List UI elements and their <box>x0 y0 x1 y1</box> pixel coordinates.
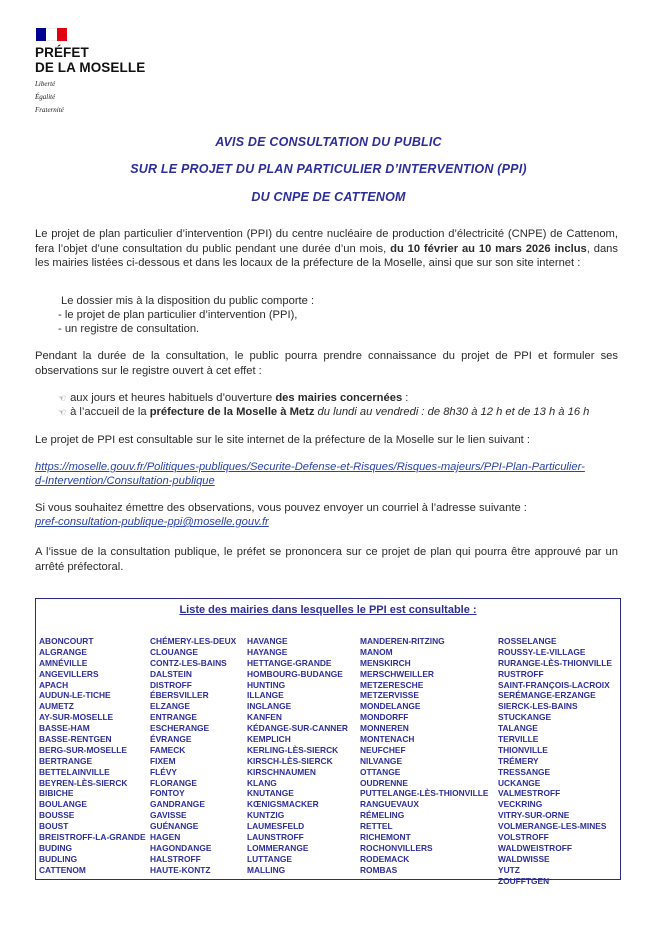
mairie-item: ELZANGE <box>150 701 191 712</box>
pointing-hand-icon: ☜ <box>58 407 67 417</box>
mairie-item: VECKRING <box>498 799 543 810</box>
mairie-item: KÉDANGE-SUR-CANNER <box>247 723 348 734</box>
title-line-2: SUR LE PROJET DU PLAN PARTICULIER D’INTERVENTION (PPI) <box>130 162 527 176</box>
consultation-link-continued[interactable]: d-Intervention/Consultation-publique <box>35 475 215 487</box>
dossier-item-registre: - un registre de consultation. <box>58 323 200 335</box>
bullet-mairies-bold: des mairies concernées <box>275 392 403 404</box>
mairie-item: AUMETZ <box>39 701 74 712</box>
mairie-item: INGLANGE <box>247 701 292 712</box>
intro-paragraph <box>35 227 618 271</box>
mairie-item: APACH <box>39 679 69 690</box>
mairie-item: RETTEL <box>360 821 393 832</box>
mairie-item: CLOUANGE <box>150 646 198 657</box>
intro-dates: du 10 février au 10 mars 2026 inclus <box>390 242 587 255</box>
mairie-item: WALDWEISTROFF <box>498 842 572 853</box>
mairie-item: MONDELANGE <box>360 701 421 712</box>
site-paragraph: Le projet de PPI est consultable sur le site internet de la préfecture de la Moselle sur le lien suivant : <box>35 434 531 446</box>
mairie-item: BERG-SUR-MOSELLE <box>39 744 127 755</box>
mairies-column-1 <box>39 636 146 876</box>
mairie-item: ROCHONVILLERS <box>360 842 433 853</box>
mairie-item: GAVISSE <box>150 810 187 821</box>
mairie-item: METZERESCHE <box>360 679 424 690</box>
observations-paragraph: Si vous souhaitez émettre des observations, vous pouvez envoyer un courriel à l’adresse suivante : <box>35 502 527 514</box>
mairie-item: DISTROFF <box>150 679 192 690</box>
dossier-item-ppi: - le projet de plan particulier d’intervention (PPI), <box>58 309 298 321</box>
pendant-paragraph: Pendant la durée de la consultation, le public pourra prendre connaissance du projet de PPI et formuler ses observations sur le registre ouvert à cet effet : <box>35 350 618 377</box>
mairie-item: OUDRENNE <box>360 777 408 788</box>
mairie-item: TALANGE <box>498 723 538 734</box>
intro-text-2: , dans les mairies listées ci-dessous et dans les locaux de la préfecture de la Moselle, ainsi que sur son site internet : <box>35 242 618 269</box>
mairie-item: VITRY-SUR-ORNE <box>498 810 570 821</box>
mairie-item: BASSE-HAM <box>39 723 90 734</box>
mairie-item: BUDING <box>39 842 73 853</box>
mairie-item: SERÉMANGE-ERZANGE <box>498 690 596 701</box>
mairie-item: HUNTING <box>247 679 286 690</box>
mairie-item: CONTZ-LES-BAINS <box>150 657 227 668</box>
dossier-heading: Le dossier mis à la disposition du public comporte : <box>61 295 315 307</box>
mairie-item: HAYANGE <box>247 646 288 657</box>
mairie-item: CHÉMERY-LES-DEUX <box>150 636 237 646</box>
mairie-item: MANOM <box>360 646 393 657</box>
mairie-item: CATTENOM <box>39 864 86 875</box>
mairie-item: FAMECK <box>150 744 186 755</box>
mairie-item: KLANG <box>247 777 277 788</box>
mairie-item: MALLING <box>247 864 286 875</box>
mairie-item: ÉBERSVILLER <box>150 690 209 701</box>
mairie-item: MONNEREN <box>360 723 409 734</box>
mairie-item: BREISTROFF-LA-GRANDE <box>39 832 146 843</box>
mairie-item: NEUFCHEF <box>360 744 406 755</box>
mairie-item: KŒNIGSMACKER <box>247 799 319 810</box>
mairie-item: LAUNSTROFF <box>247 832 304 843</box>
mairie-item: ROSSELANGE <box>498 636 557 646</box>
site-link-line-1[interactable] <box>35 460 618 475</box>
mairie-item: NILVANGE <box>360 755 403 766</box>
mairie-item: RODEMACK <box>360 853 410 864</box>
logo-prefet: PRÉFET <box>35 45 89 60</box>
mairie-item: PUTTELANGE-LÈS-THIONVILLE <box>360 788 489 799</box>
mairie-item: RANGUEVAUX <box>360 799 419 810</box>
mairie-item: TRÉMERY <box>498 755 539 766</box>
mairie-item: BIBICHE <box>39 788 74 799</box>
mairie-item: BOUST <box>39 821 69 832</box>
motto-fraternite: Fraternité <box>35 106 64 114</box>
mairie-item: HAGONDANGE <box>150 842 212 853</box>
mairie-item: OTTANGE <box>360 766 401 777</box>
mairies-column-4 <box>360 636 488 876</box>
mairie-item: MONDORFF <box>360 712 409 723</box>
mairie-item: BEYREN-LÈS-SIERCK <box>39 777 128 788</box>
mairies-column-5 <box>498 636 612 886</box>
mairie-item: UCKANGE <box>498 777 541 788</box>
mairie-item: ANGEVILLERS <box>39 668 99 679</box>
motto-liberte: Liberté <box>35 80 56 88</box>
mairie-item: FLORANGE <box>150 777 197 788</box>
prefecture-logo <box>35 28 165 114</box>
mairie-item: MONTENACH <box>360 734 415 745</box>
mairie-item: ENTRANGE <box>150 712 197 723</box>
mairie-item: RÉMELING <box>360 810 405 821</box>
mairie-item: FLÉVY <box>150 766 177 777</box>
french-flag-icon <box>36 28 67 41</box>
mairie-item: VALMESTROFF <box>498 788 561 799</box>
mairie-item: SIERCK-LES-BAINS <box>498 701 578 712</box>
mairie-item: MENSKIRCH <box>360 657 411 668</box>
mairie-item: HETTANGE-GRANDE <box>247 657 332 668</box>
mairie-item: RICHEMONT <box>360 832 411 843</box>
conclusion-paragraph: A l’issue de la consultation publique, le préfet se prononcera sur ce projet de plan qui pourra être approuvé par un arrêté préfectoral. <box>35 546 618 573</box>
bullet-prefecture <box>58 405 621 420</box>
mairie-item: HAGEN <box>150 832 181 843</box>
mairie-item: BUDLING <box>39 853 78 864</box>
mairie-item: SAINT-FRANÇOIS-LACROIX <box>498 679 610 690</box>
mairie-item: KANFEN <box>247 712 282 723</box>
mairie-item: KNUTANGE <box>247 788 294 799</box>
mairie-item: ROMBAS <box>360 864 398 875</box>
mairie-item: STUCKANGE <box>498 712 552 723</box>
mairies-list-box <box>35 598 621 886</box>
mairie-item: VOLSTROFF <box>498 832 549 843</box>
mairie-item: KIRSCHNAUMEN <box>247 766 316 777</box>
mairie-item: LAUMESFELD <box>247 821 305 832</box>
mairie-item: GANDRANGE <box>150 799 205 810</box>
mairie-item: TERVILLE <box>498 734 539 745</box>
mairie-item: BOULANGE <box>39 799 87 810</box>
mairie-item: FIXEM <box>150 755 176 766</box>
mairie-item: MERSCHWEILLER <box>360 668 434 679</box>
mairies-column-2 <box>150 636 236 876</box>
logo-moselle: DE LA MOSELLE <box>35 60 146 75</box>
pointing-hand-icon: ☜ <box>58 393 67 403</box>
mairie-item: METZERVISSE <box>360 690 419 701</box>
motto-egalite: Égalité <box>35 93 56 101</box>
title-line-1: AVIS DE CONSULTATION DU PUBLIC <box>215 135 442 149</box>
mairie-item: BASSE-RENTGEN <box>39 734 112 745</box>
mairie-item: VOLMERANGE-LES-MINES <box>498 821 607 832</box>
mairie-item: KEMPLICH <box>247 734 291 745</box>
intro-text-1: Le projet de plan particulier d’intervention (PPI) du centre nucléaire de production d’électricité (CNPE) de Cattenom, fera l’objet d’une consultation du public pendant une durée d’un mois, <box>35 228 618 255</box>
title-line-3: DU CNPE DE CATTENOM <box>251 190 406 204</box>
mairie-item: DALSTEIN <box>150 668 192 679</box>
mairie-item: KUNTZIG <box>247 810 285 821</box>
mairie-item: MANDEREN-RITZING <box>360 636 445 646</box>
mairie-item: AY-SUR-MOSELLE <box>39 712 114 723</box>
mairie-item: LOMMERANGE <box>247 842 309 853</box>
site-link-line-2[interactable] <box>35 474 618 489</box>
mairies-list-title: Liste des mairies dans lesquelles le PPI est consultable : <box>179 604 477 616</box>
mairie-item: ESCHERANGE <box>150 723 210 734</box>
observations-email-link[interactable]: pref-consultation-publique-ppi@moselle.gouv.fr <box>35 516 269 528</box>
mairie-item: WALDWISSE <box>498 853 550 864</box>
mairie-item: HOMBOURG-BUDANGE <box>247 668 343 679</box>
mairies-column-3 <box>247 636 348 876</box>
mairie-item: AMNÉVILLE <box>39 657 88 668</box>
mairie-item: RURANGE-LÈS-THIONVILLE <box>498 657 612 668</box>
mairie-item: HAVANGE <box>247 636 288 646</box>
mairie-item: BOUSSE <box>39 810 75 821</box>
mairie-item: ÉVRANGE <box>150 734 192 745</box>
mairie-item: THIONVILLE <box>498 744 548 755</box>
mairie-item: LUTTANGE <box>247 853 292 864</box>
mairie-item: ALGRANGE <box>39 646 87 657</box>
mairie-item: KIRSCH-LÈS-SIERCK <box>247 755 333 766</box>
mairie-item: FONTOY <box>150 788 185 799</box>
mairie-item: HAUTE-KONTZ <box>150 864 211 875</box>
mairie-item: HALSTROFF <box>150 853 201 864</box>
bullet-mairies-text: aux jours et heures habituels d’ouverture <box>70 392 276 404</box>
mairie-item: RUSTROFF <box>498 668 544 679</box>
mairie-item: ABONCOURT <box>39 636 94 646</box>
consultation-link[interactable]: https://moselle.gouv.fr/Politiques-publiques/Securite-Defense-et-Risques/Risques-majeurs/PPI-Plan-Particulier- <box>35 461 585 473</box>
bullet-prefecture-text: à l’accueil de la <box>70 406 150 418</box>
bullet-prefecture-bold: préfecture de la Moselle à Metz <box>149 406 315 418</box>
mairie-item: AUDUN-LE-TICHE <box>39 690 111 701</box>
mairie-item: ZOUFFTGEN <box>498 875 550 886</box>
observations-email-line[interactable] <box>35 515 618 530</box>
mairie-item: TRESSANGE <box>498 766 551 777</box>
bullet-mairies <box>58 391 618 406</box>
mairie-item: BETTELAINVILLE <box>39 766 110 777</box>
bullet-mairies-colon: : <box>402 392 409 404</box>
bullet-prefecture-hours: du lundi au vendredi : de 8h30 à 12 h et de 13 h à 16 h <box>314 406 590 418</box>
mairie-item: KERLING-LÈS-SIERCK <box>247 744 339 755</box>
mairie-item: YUTZ <box>498 864 520 875</box>
mairie-item: ROUSSY-LE-VILLAGE <box>498 646 586 657</box>
mairie-item: ILLANGE <box>247 690 284 701</box>
mairie-item: BERTRANGE <box>39 755 93 766</box>
mairie-item: GUÉNANGE <box>150 821 199 832</box>
